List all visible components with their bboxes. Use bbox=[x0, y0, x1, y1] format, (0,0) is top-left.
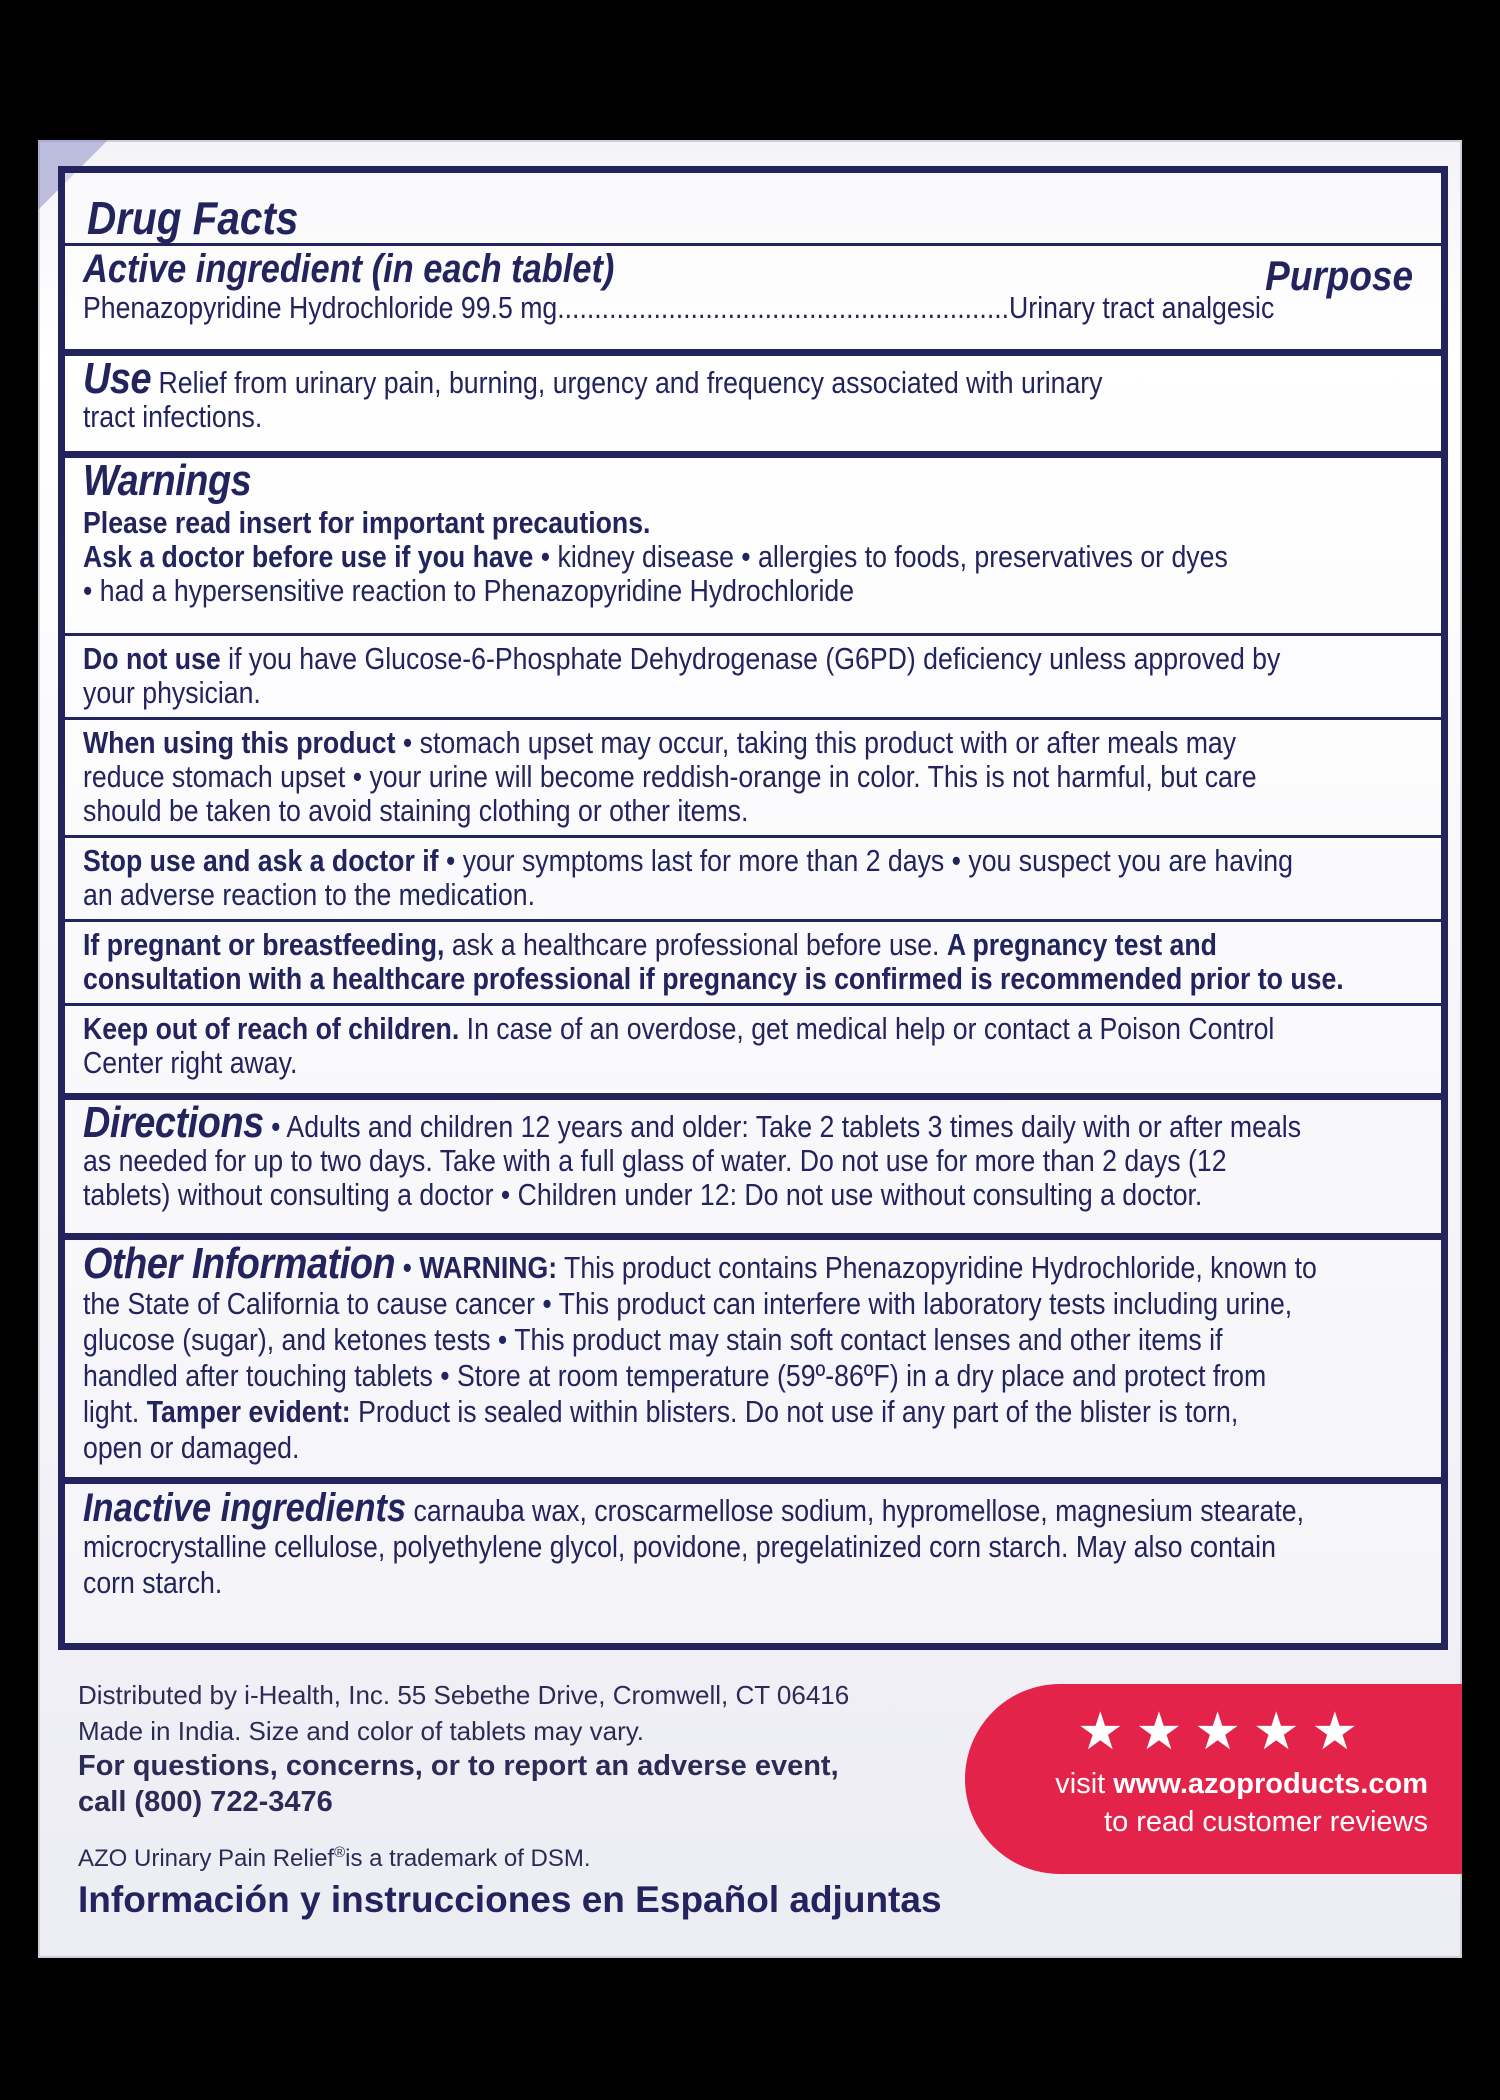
made-in-line: Made in India. Size and color of tablets may vary. bbox=[78, 1716, 645, 1746]
when-using-section bbox=[65, 717, 1441, 835]
ask-doctor-text: • kidney disease • allergies to foods, preservatives or dyes bbox=[533, 539, 1228, 574]
other-text-2: the State of California to cause cancer • This product can interfere with laboratory tests including urine, bbox=[83, 1286, 1293, 1321]
other-text-4: handled after touching tablets • Store at room temperature (59º-86ºF) in a dry place and protect from bbox=[83, 1358, 1267, 1393]
use-heading: Use bbox=[83, 354, 152, 403]
directions-section bbox=[65, 1093, 1441, 1233]
do-not-use-section bbox=[65, 633, 1441, 717]
ask-doctor-text-2: • had a hypersensitive reaction to Phenazopyridine Hydrochloride bbox=[83, 573, 855, 608]
directions-text: • Adults and children 12 years and older: Take 2 tablets 3 times daily with or after meals bbox=[263, 1109, 1302, 1144]
other-text-5b: Product is sealed within blisters. Do not use if any part of the blister is torn, bbox=[350, 1394, 1239, 1429]
stop-use-section bbox=[65, 835, 1441, 919]
stop-use-label: Stop use and ask a doctor if bbox=[83, 843, 439, 878]
keep-out-text-2: Center right away. bbox=[83, 1045, 298, 1080]
inactive-text: carnauba wax, croscarmellose sodium, hypromellose, magnesium stearate, bbox=[406, 1493, 1305, 1528]
distributor-line: Distributed by i-Health, Inc. 55 Sebethe Drive, Cromwell, CT 06416 bbox=[78, 1680, 850, 1710]
when-using-text: • stomach upset may occur, taking this product with or after meals may bbox=[395, 725, 1237, 760]
five-star-icon: ★★★★★ bbox=[1077, 1703, 1371, 1761]
keep-out-label: Keep out of reach of children. bbox=[83, 1011, 460, 1046]
when-using-text-2: reduce stomach upset • your urine will become reddish-orange in color. This is not harmful, but care bbox=[83, 759, 1257, 794]
other-information-section bbox=[65, 1233, 1441, 1477]
stop-use-text-2: an adverse reaction to the medication. bbox=[83, 877, 536, 912]
phone-line: call (800) 722-3476 bbox=[78, 1786, 333, 1818]
other-text-3: glucose (sugar), and ketones tests • This product may stain soft contact lenses and other items if bbox=[83, 1322, 1223, 1357]
trademark-name: AZO Urinary Pain Relief bbox=[78, 1845, 335, 1872]
directions-heading: Directions bbox=[83, 1098, 264, 1147]
drug-facts-title: Drug Facts bbox=[87, 192, 299, 244]
use-section bbox=[65, 349, 1441, 451]
other-text-6: open or damaged. bbox=[83, 1430, 300, 1465]
website-link[interactable]: www.azoproducts.com bbox=[1113, 1768, 1428, 1800]
pregnant-text: ask a healthcare professional before use. bbox=[444, 927, 947, 962]
use-text: Relief from urinary pain, burning, urgency and frequency associated with urinary bbox=[151, 365, 1103, 400]
do-not-use-text-2: your physician. bbox=[83, 675, 261, 710]
active-ingredient-line: Phenazopyridine Hydrochloride 99.5 mg.............................................................Urinary tract analgesic bbox=[83, 290, 1275, 325]
other-bullet: • bbox=[395, 1250, 420, 1285]
pregnant-bold: A pregnancy test and bbox=[946, 927, 1217, 962]
keep-out-text: In case of an overdose, get medical help or contact a Poison Control bbox=[459, 1011, 1275, 1046]
trademark-line bbox=[78, 1844, 591, 1873]
inactive-ingredients-section bbox=[65, 1477, 1441, 1643]
do-not-use-text: if you have Glucose-6-Phosphate Dehydrogenase (G6PD) deficiency unless approved by bbox=[220, 641, 1281, 676]
inactive-ingredients-heading: Inactive ingredients bbox=[83, 1486, 407, 1530]
trademark-text: is a trademark of DSM. bbox=[345, 1845, 591, 1872]
directions-text-2: as needed for up to two days. Take with a full glass of water. Do not use for more than 2 days (12 bbox=[83, 1143, 1227, 1178]
use-text-2: tract infections. bbox=[83, 399, 263, 434]
warning-label: WARNING: bbox=[419, 1250, 558, 1285]
read-insert-text: Please read insert for important precautions. bbox=[83, 505, 651, 540]
review-badge[interactable] bbox=[965, 1684, 1462, 1874]
spanish-info-line: Información y instrucciones en Español adjuntas bbox=[78, 1879, 942, 1920]
tamper-label: Tamper evident: bbox=[146, 1394, 351, 1429]
visit-line bbox=[1055, 1768, 1428, 1801]
drug-facts-box bbox=[58, 166, 1448, 1650]
keep-out-section bbox=[65, 1003, 1441, 1093]
ask-doctor-label: Ask a doctor before use if you have bbox=[83, 539, 534, 574]
when-using-text-3: should be taken to avoid staining clothing or other items. bbox=[83, 793, 749, 828]
reviews-line: to read customer reviews bbox=[1104, 1806, 1428, 1838]
warnings-section bbox=[65, 451, 1441, 633]
pregnant-section bbox=[65, 919, 1441, 1003]
when-using-label: When using this product bbox=[83, 725, 396, 760]
directions-text-3: tablets) without consulting a doctor • Children under 12: Do not use without consulting a doctor. bbox=[83, 1177, 1203, 1212]
questions-line: For questions, concerns, or to report an adverse event, bbox=[78, 1750, 839, 1782]
inactive-text-2: microcrystalline cellulose, polyethylene glycol, povidone, pregelatinized corn starch. May also contain bbox=[83, 1529, 1276, 1564]
other-text: This product contains Phenazopyridine Hydrochloride, known to bbox=[557, 1250, 1317, 1285]
purpose-heading: Purpose bbox=[1265, 252, 1413, 299]
registered-mark: ® bbox=[334, 1844, 346, 1861]
warnings-heading: Warnings bbox=[83, 456, 252, 505]
stop-use-text: • your symptoms last for more than 2 days • you suspect you are having bbox=[438, 843, 1293, 878]
do-not-use-label: Do not use bbox=[83, 641, 221, 676]
visit-text: visit bbox=[1055, 1768, 1114, 1800]
other-information-heading: Other Information bbox=[83, 1239, 396, 1288]
active-ingredient-section bbox=[65, 243, 1441, 349]
active-ingredient-heading: Active ingredient (in each tablet) bbox=[83, 247, 615, 291]
pregnant-bold-2: consultation with a healthcare professional if pregnancy is confirmed is recommended prior to use. bbox=[83, 961, 1344, 996]
inactive-text-3: corn starch. bbox=[83, 1565, 223, 1600]
pregnant-label: If pregnant or breastfeeding, bbox=[83, 927, 445, 962]
other-text-5a: light. bbox=[83, 1394, 147, 1429]
